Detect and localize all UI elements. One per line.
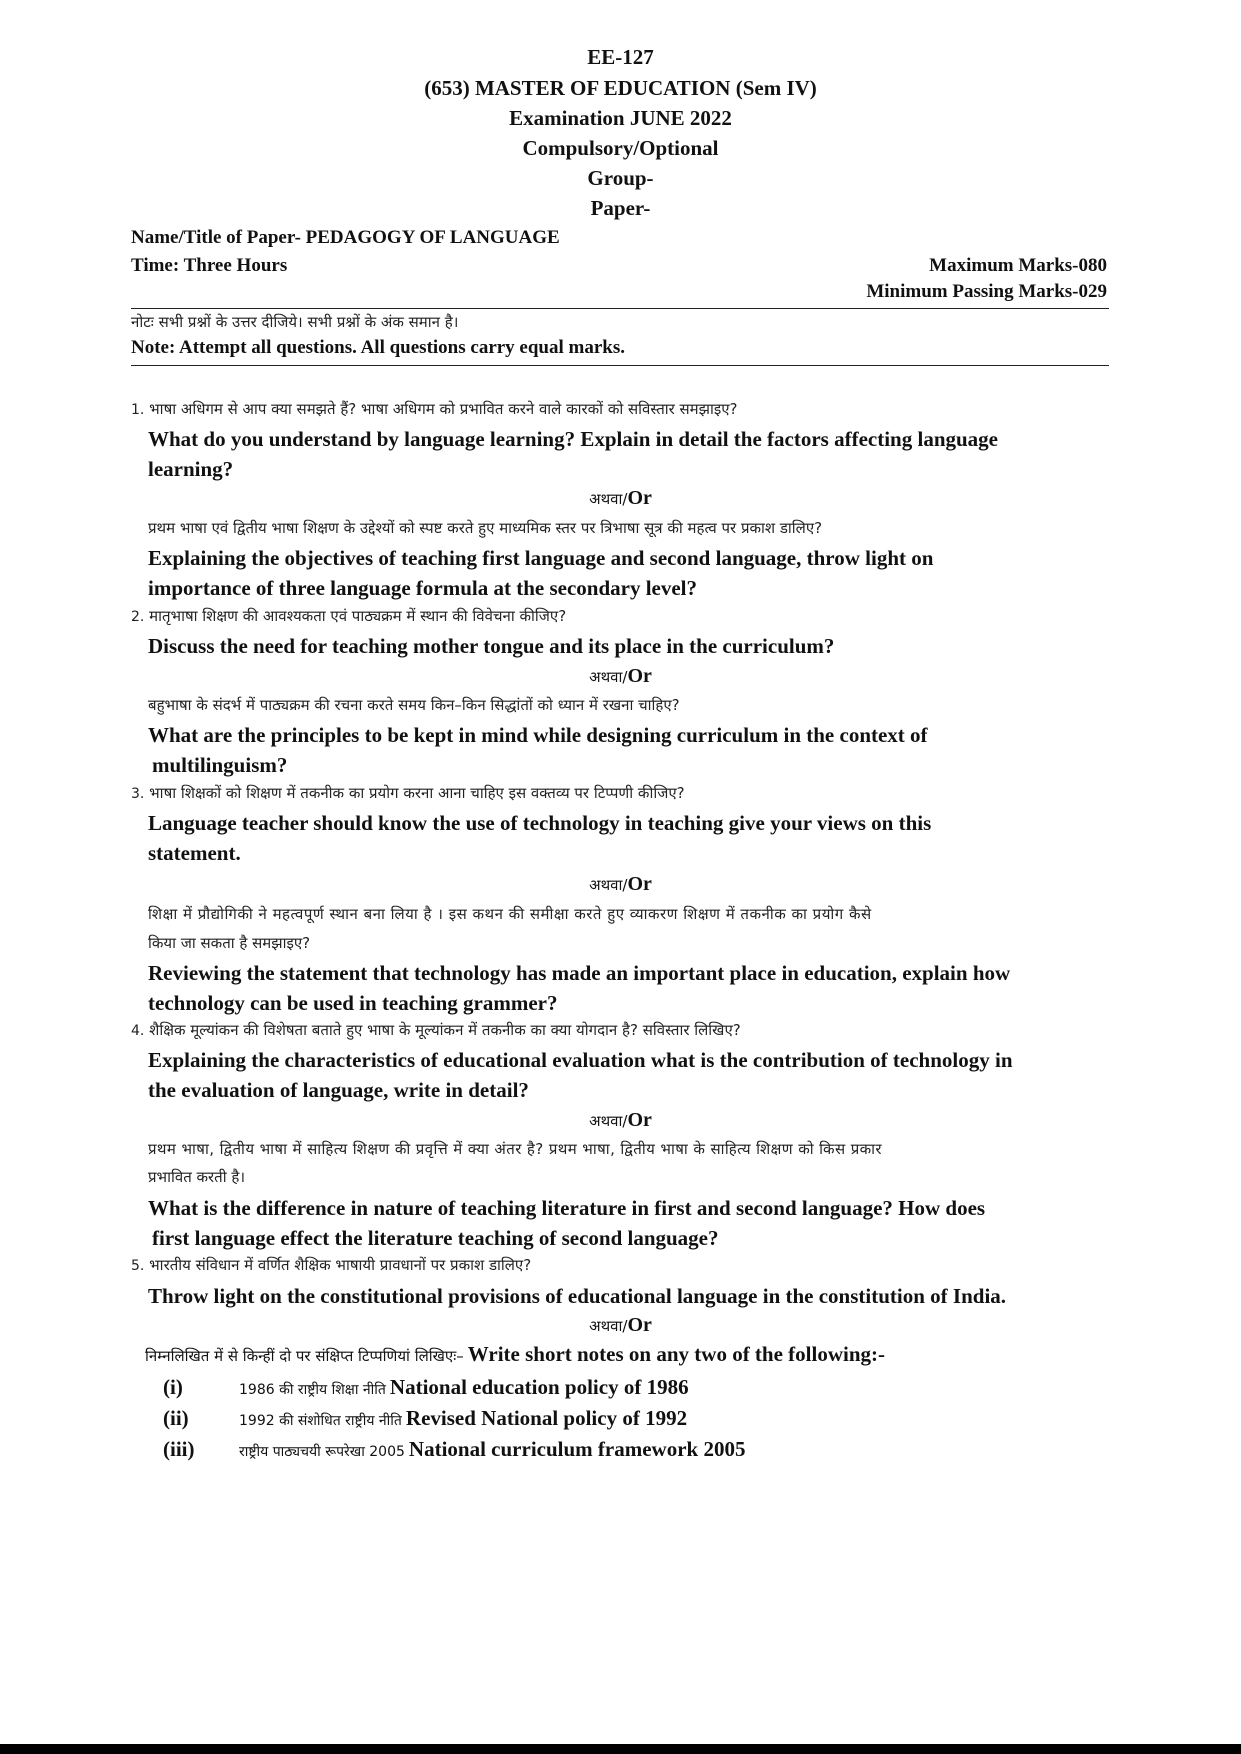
question-1-english-line-2: learning? xyxy=(148,457,234,481)
question-4-english-line-2: the evaluation of language, write in detail? xyxy=(148,1078,529,1102)
or-separator: अथवा/Or xyxy=(589,1109,652,1131)
question-number: 4. xyxy=(131,1023,145,1039)
question-number: 2. xyxy=(131,609,145,625)
or-separator: अथवा/Or xyxy=(589,1314,652,1336)
minimum-passing-marks: Minimum Passing Marks-029 xyxy=(866,281,1107,302)
question-3-english-line-1: Language teacher should know the use of technology in teaching give your views on this xyxy=(148,811,932,835)
question-4-hindi: 4. शैक्षिक मूल्यांकन की विशेषता बताते हुए भाषा के मूल्यांकन में तकनीक का क्या योगदान है? सविस्तार लिखिए? xyxy=(131,1021,741,1039)
course-title: (653) MASTER OF EDUCATION (Sem IV) xyxy=(424,76,817,100)
paper-label: Paper- xyxy=(590,196,651,220)
question-4-alt-hindi-line-2: प्रभावित करती है। xyxy=(148,1168,246,1186)
question-number: 5. xyxy=(131,1258,145,1274)
question-2-alt-hindi: बहुभाषा के संदर्भ में पाठ्यक्रम की रचना करते समय किन–किन सिद्धांतों को ध्यान में रखना चाहिए? xyxy=(148,696,680,714)
question-4-alt-hindi-line-1: प्रथम भाषा, द्वितीय भाषा में साहित्य शिक्षण की प्रवृत्ति में क्या अंतर है? प्रथम भाषा, द्वितीय भाषा के साहित्य शिक्षण को किस प्रकार xyxy=(148,1140,882,1158)
item-label: (iii) xyxy=(163,1437,195,1461)
question-3-alt-english-line-1: Reviewing the statement that technology has made an important place in education, explain how xyxy=(148,961,1011,985)
exam-paper-page: EE-127 (653) MASTER OF EDUCATION (Sem IV) Examination JUNE 2022 Compulsory/Optional Group- Paper- Name/Title of Paper- PEDAGOGY OF LANGUAGE Time: Three Hours Maximum Marks-080 Minimum Passing Marks-029 नोटः सभी प्रश्नों के उत्तर दीजिये। सभी प्रश्नों के अंक समान है। Note: Attempt all questions. All questions carry equal marks. 1. भाषा अधिगम से आप क्या समझते हैं? भाषा अधिगम को प्रभावित करने वाले कारकों को सविस्तार समझाइए? What do you understand by language learning? Explain in detail the factors affecting language learning? अथवा/Or प्रथम भाषा एवं द्वितीय भाषा शिक्षण के उद्देश्यों को स्पष्ट करते हुए माध्यमिक स्तर पर त्रिभाषा सूत्र की महत्व पर प्रकाश डालिए? Explaining the objectives of teaching first language and second language, throw light on importance of three language formula at the secondary level? 2. मातृभाषा शिक्षण की आवश्यकता एवं पाठ्यक्रम में स्थान की विवेचना कीजिए? Discuss the need for teaching mother tongue and its place in the curriculum? अथवा/Or बहुभाषा के संदर्भ में पाठ्यक्रम की रचना करते समय किन–किन सिद्धांतों को ध्यान में रखना चाहिए? What are the principles to be kept in mind while designing curriculum in the context of multilinguism? 3. भाषा शिक्षकों को शिक्षण में तकनीक का प्रयोग करना आना चाहिए इस वक्तव्य पर टिप्पणी कीजिए? Language teacher should know the use of technology in teaching give your views on this statement. अथवा/Or शिक्षा में प्रौद्योगिकी ने महत्वपूर्ण स्थान बना लिया है । इस कथन की समीक्षा करते हुए व्याकरण शिक्षण में तकनीक का प्रयोग कैसे किया जा सकता है समझाइए? Reviewing the statement that technology has made an important place in education, explain how technology can be used in teaching grammer? 4. शैक्षिक मूल्यांकन की विशेषता बताते हुए भाषा के मूल्यांकन में तकनीक का क्या योगदान है? सविस्तार लिखिए? Explaining the characteristics of educational evaluation what is the contribution of technology in the evaluation of language, write in detail? अथवा/Or प्रथम भाषा, द्वितीय भाषा में साहित्य शिक्षण की प्रवृत्ति में क्या अंतर है? प्रथम भाषा, द्वितीय भाषा के साहित्य शिक्षण को किस प्रकार प्रभावित करती है। What is the difference in nature of teaching literature in first and second language? How does first language effect the literature teaching of second language? 5. भारतीय संविधान में वर्णित शैक्षिक भाषायी प्रावधानों पर प्रकाश डालिए? Throw light on the constitutional provisions of educational language in the constitution of India. अथवा/Or निम्नलिखित में से किन्हीं दो पर संक्षिप्त टिप्पणियां लिखिएः– Write short notes on any two of the following:- (i) 1986 की राष्ट्रीय शिक्षा नीति National education policy of 1986 (ii) 1992 की संशोधित राष्ट्रीय नीति Revised National policy of 1992 (iii) राष्ट्रीय पाठ्यचयी रूपरेखा 2005 National curriculum framework 2005 xyxy=(0,0,1241,1754)
or-separator: अथवा/Or xyxy=(589,873,652,895)
paper-name: Name/Title of Paper- PEDAGOGY OF LANGUAGE xyxy=(131,227,560,248)
paper-code: EE-127 xyxy=(587,45,654,69)
question-5-hindi: 5. भारतीय संविधान में वर्णित शैक्षिक भाषायी प्रावधानों पर प्रकाश डालिए? xyxy=(131,1256,532,1274)
question-1-alt-english-line-2: importance of three language formula at the secondary level? xyxy=(148,576,698,600)
maximum-marks: Maximum Marks-080 xyxy=(929,255,1107,276)
question-5-alt-instruction: निम्नलिखित में से किन्हीं दो पर संक्षिप्त टिप्पणियां लिखिएः– Write short notes on any two of the following:- xyxy=(145,1342,886,1366)
exam-time: Time: Three Hours xyxy=(131,255,288,276)
question-3-hindi: 3. भाषा शिक्षकों को शिक्षण में तकनीक का प्रयोग करना आना चाहिए इस वक्तव्य पर टिप्पणी कीजिए? xyxy=(131,784,685,802)
group-label: Group- xyxy=(587,166,654,190)
divider-top xyxy=(131,308,1109,309)
exam-session: Examination JUNE 2022 xyxy=(509,106,732,130)
question-1-hindi: 1. भाषा अधिगम से आप क्या समझते हैं? भाषा अधिगम को प्रभावित करने वाले कारकों को सविस्तार समझाइए? xyxy=(131,400,738,418)
divider-bottom xyxy=(131,365,1109,366)
or-separator: अथवा/Or xyxy=(589,487,652,509)
question-2-english: Discuss the need for teaching mother tongue and its place in the curriculum? xyxy=(148,634,835,658)
question-2-alt-english-line-2: multilinguism? xyxy=(152,753,288,777)
question-1-english-line-1: What do you understand by language learning? Explain in detail the factors affecting language xyxy=(148,427,998,451)
question-number: 3. xyxy=(131,786,145,802)
question-3-english-line-2: statement. xyxy=(148,841,241,865)
note-english: Note: Attempt all questions. All questions carry equal marks. xyxy=(131,337,625,358)
question-number: 1. xyxy=(131,402,145,418)
question-1-alt-english-line-1: Explaining the objectives of teaching first language and second language, throw light on xyxy=(148,546,934,570)
question-2-alt-english-line-1: What are the principles to be kept in mind while designing curriculum in the context of xyxy=(148,723,928,747)
scan-edge-bar xyxy=(0,1744,1241,1754)
question-4-alt-english-line-1: What is the difference in nature of teaching literature in first and second language? How does xyxy=(148,1196,986,1220)
question-4-english-line-1: Explaining the characteristics of educational evaluation what is the contribution of technology in xyxy=(148,1048,1013,1072)
question-3-alt-english-line-2: technology can be used in teaching grammer? xyxy=(148,991,558,1015)
question-4-alt-english-line-2: first language effect the literature teaching of second language? xyxy=(152,1226,719,1250)
paper-type: Compulsory/Optional xyxy=(522,136,719,160)
item-label: (ii) xyxy=(163,1406,189,1430)
question-3-alt-hindi-line-2: किया जा सकता है समझाइए? xyxy=(148,934,311,952)
question-1-alt-hindi: प्रथम भाषा एवं द्वितीय भाषा शिक्षण के उद्देश्यों को स्पष्ट करते हुए माध्यमिक स्तर पर त्रिभाषा सूत्र की महत्व पर प्रकाश डालिए? xyxy=(148,519,823,537)
or-separator: अथवा/Or xyxy=(589,665,652,687)
question-3-alt-hindi-line-1: शिक्षा में प्रौद्योगिकी ने महत्वपूर्ण स्थान बना लिया है । इस कथन की समीक्षा करते हुए व्याकरण शिक्षण में तकनीक का प्रयोग कैसे xyxy=(148,905,872,923)
item-label: (i) xyxy=(163,1375,183,1399)
question-5-english: Throw light on the constitutional provisions of educational language in the constitution of India. xyxy=(148,1284,1007,1308)
note-hindi: नोटः सभी प्रश्नों के उत्तर दीजिये। सभी प्रश्नों के अंक समान है। xyxy=(131,313,459,331)
question-2-hindi: 2. मातृभाषा शिक्षण की आवश्यकता एवं पाठ्यक्रम में स्थान की विवेचना कीजिए? xyxy=(131,607,567,625)
